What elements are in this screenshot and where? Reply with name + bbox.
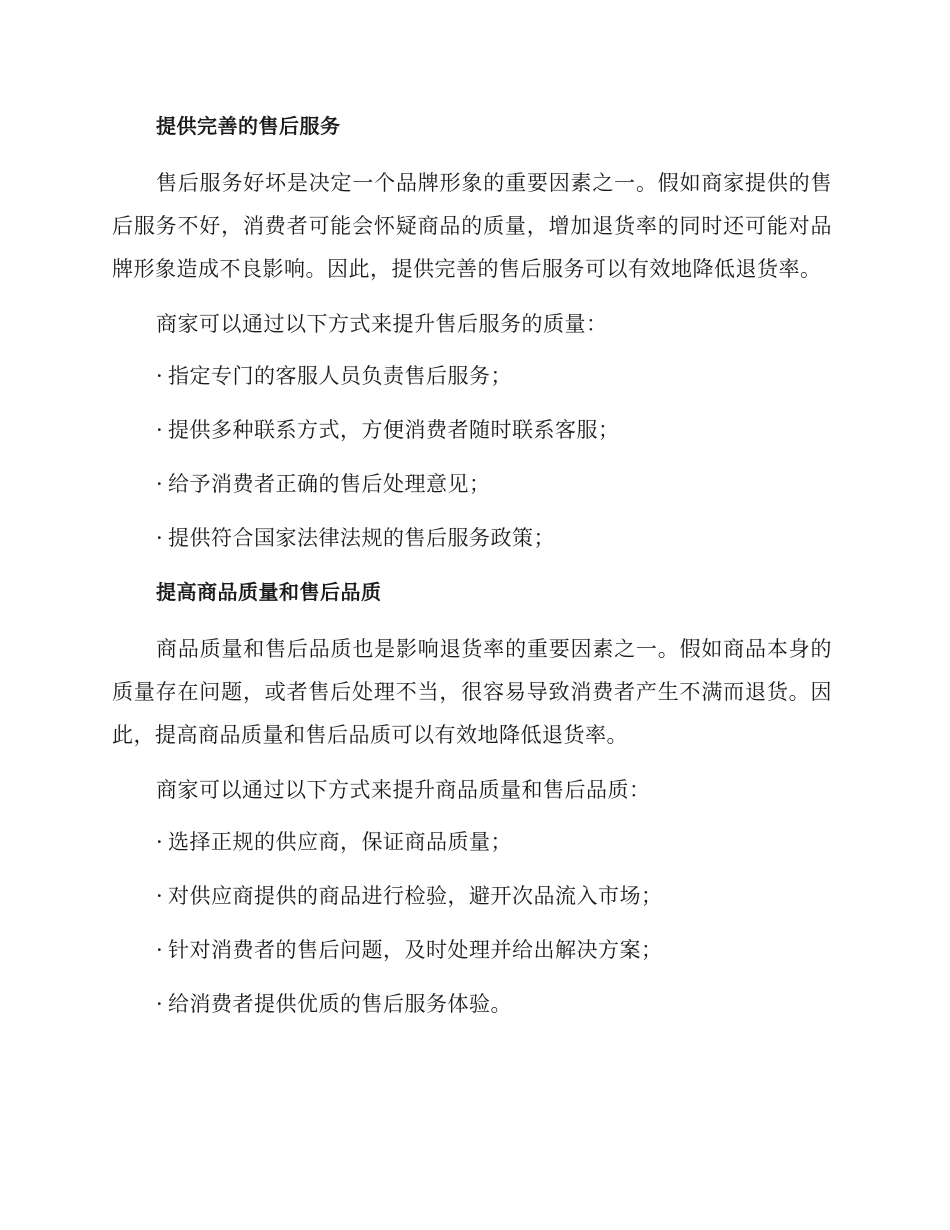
section-paragraph-quality: 商品质量和售后品质也是影响退货率的重要因素之一。假如商品本身的质量存在问题，或者售后处理不当，很容易导致消费者产生不满而退货。因此，提高商品质量和售后品质可以有效地降低退货率。 [112, 637, 832, 747]
section-heading-after-sales: 提供完善的售后服务 [156, 114, 341, 138]
list-item [112, 932, 832, 968]
bullet-dot-icon: · [156, 364, 164, 388]
bullet-dot-icon: · [156, 418, 164, 442]
list-item-text: 给消费者提供优质的售后服务体验。 [168, 992, 512, 1016]
list-item-text: 选择正规的供应商，保证商品质量； [168, 830, 512, 854]
list-item [112, 466, 832, 502]
list-item [112, 358, 832, 394]
list-item-text: 针对消费者的售后问题，及时处理并给出解决方案； [168, 938, 663, 962]
bullet-dot-icon: · [156, 472, 164, 496]
section-intro-quality: 商家可以通过以下方式来提升商品质量和售后品质： [156, 778, 651, 802]
bullet-dot-icon: · [156, 526, 164, 550]
bullet-dot-icon: · [156, 830, 164, 854]
list-item-text: 指定专门的客服人员负责售后服务； [168, 364, 512, 388]
section-intro-after-sales: 商家可以通过以下方式来提升售后服务的质量： [156, 312, 608, 336]
section-heading-quality: 提高商品质量和售后品质 [156, 580, 382, 604]
list-item-text: 对供应商提供的商品进行检验，避开次品流入市场； [168, 884, 663, 908]
list-item [112, 412, 832, 448]
list-item [112, 878, 832, 914]
list-item-text: 提供多种联系方式，方便消费者随时联系客服； [168, 418, 620, 442]
bullet-dot-icon: · [156, 938, 164, 962]
section-paragraph-after-sales: 售后服务好坏是决定一个品牌形象的重要因素之一。假如商家提供的售后服务不好，消费者可能会怀疑商品的质量，增加退货率的同时还可能对品牌形象造成不良影响。因此，提供完善的售后服务可以有效地降低退货率。 [112, 171, 832, 281]
list-item-text: 提供符合国家法律法规的售后服务政策； [168, 526, 555, 550]
bullet-dot-icon: · [156, 992, 164, 1016]
list-item-text: 给予消费者正确的售后处理意见； [168, 472, 491, 496]
bullet-dot-icon: · [156, 884, 164, 908]
document-body [112, 108, 832, 1040]
list-item [112, 520, 832, 556]
list-item [112, 986, 832, 1022]
list-item [112, 824, 832, 860]
